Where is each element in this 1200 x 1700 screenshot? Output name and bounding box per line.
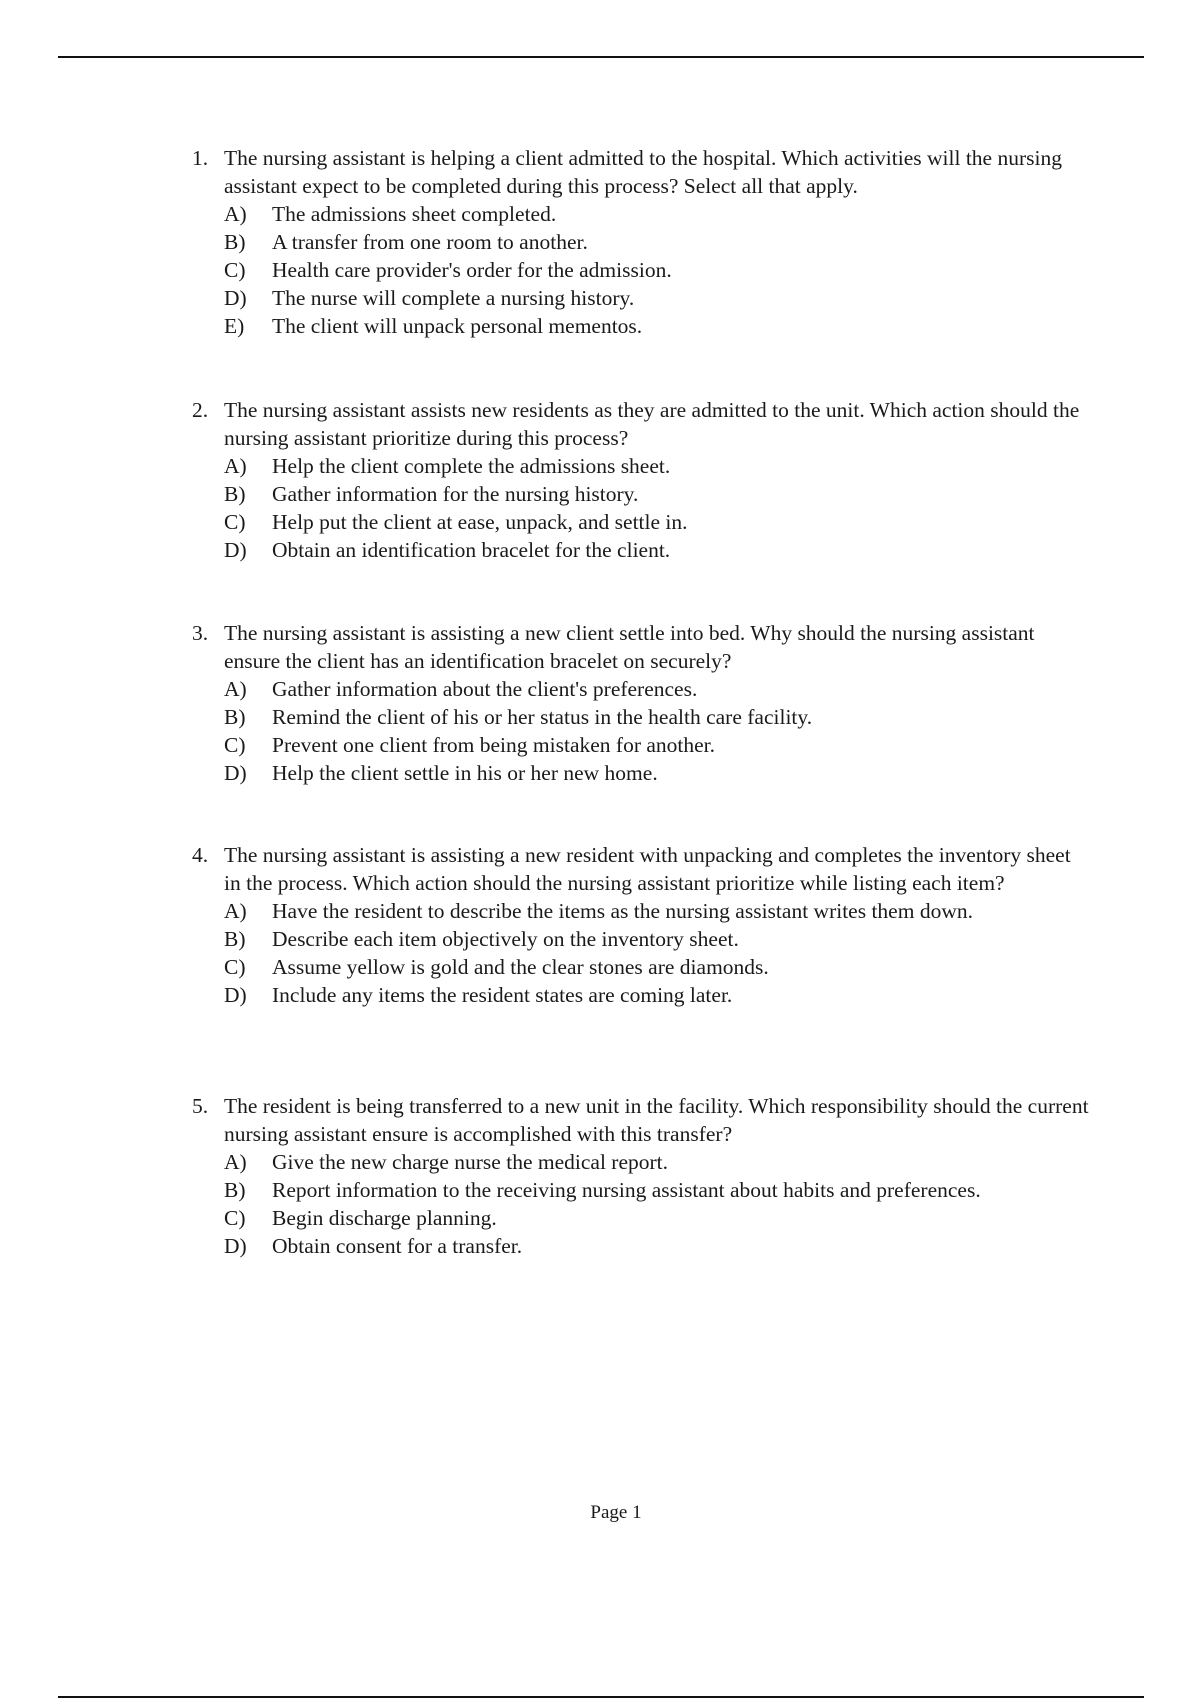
question-number: 3.: [192, 621, 209, 645]
option-letter: E): [224, 314, 245, 338]
option-text: Prevent one client from being mistaken for another.: [272, 733, 716, 757]
question-5: [192, 1092, 1092, 1260]
option-a: [224, 452, 1092, 480]
option-letter: B): [224, 1178, 246, 1202]
option-e: [224, 312, 1092, 340]
option-letter: C): [224, 510, 246, 534]
option-letter: B): [224, 482, 246, 506]
option-c: [224, 953, 1092, 981]
option-text: A transfer from one room to another.: [272, 230, 588, 254]
question-1: [192, 144, 1092, 340]
option-letter: C): [224, 955, 246, 979]
question-number: 2.: [192, 398, 209, 422]
option-c: [224, 256, 1092, 284]
option-c: [224, 731, 1092, 759]
question-stem: [192, 619, 1092, 675]
question-text: The nursing assistant is helping a client admitted to the hospital. Which activities will the nursing assistant expect to be completed during this process? Select all that apply.: [224, 146, 1062, 198]
option-letter: A): [224, 202, 247, 226]
option-letter: A): [224, 454, 247, 478]
option-a: [224, 897, 1092, 925]
option-list: [192, 1148, 1092, 1260]
top-rule: [58, 56, 1144, 58]
option-b: [224, 228, 1092, 256]
option-letter: B): [224, 230, 246, 254]
option-text: Give the new charge nurse the medical report.: [272, 1150, 668, 1174]
question-4: [192, 841, 1092, 1009]
question-2: [192, 396, 1092, 564]
option-text: Gather information for the nursing history.: [272, 482, 639, 506]
option-letter: A): [224, 899, 247, 923]
option-letter: D): [224, 538, 247, 562]
option-list: [192, 200, 1092, 340]
question-3: [192, 619, 1092, 787]
option-b: [224, 703, 1092, 731]
option-text: The admissions sheet completed.: [272, 202, 557, 226]
option-letter: D): [224, 983, 247, 1007]
option-d: [224, 759, 1092, 787]
option-letter: B): [224, 927, 246, 951]
question-number: 1.: [192, 146, 209, 170]
question-text: The nursing assistant is assisting a new resident with unpacking and completes the inventory sheet in the process. Which action should the nursing assistant prioritize while listing each item?: [224, 843, 1071, 895]
option-a: [224, 675, 1092, 703]
option-text: Help the client settle in his or her new home.: [272, 761, 658, 785]
option-text: Health care provider's order for the admission.: [272, 258, 672, 282]
option-text: Begin discharge planning.: [272, 1206, 497, 1230]
option-text: Obtain an identification bracelet for the client.: [272, 538, 671, 562]
option-letter: B): [224, 705, 246, 729]
question-number: 4.: [192, 843, 209, 867]
option-letter: D): [224, 1234, 247, 1258]
option-text: Gather information about the client's preferences.: [272, 677, 698, 701]
option-a: [224, 1148, 1092, 1176]
option-text: Describe each item objectively on the inventory sheet.: [272, 927, 739, 951]
option-a: [224, 200, 1092, 228]
option-list: [192, 452, 1092, 564]
question-stem: [192, 144, 1092, 200]
option-text: Remind the client of his or her status in the health care facility.: [272, 705, 813, 729]
page-number: Page 1: [590, 1502, 642, 1523]
option-list: [192, 675, 1092, 787]
option-text: Obtain consent for a transfer.: [272, 1234, 523, 1258]
option-text: Include any items the resident states are coming later.: [272, 983, 733, 1007]
option-d: [224, 981, 1092, 1009]
option-letter: A): [224, 1150, 247, 1174]
question-number: 5.: [192, 1094, 209, 1118]
option-d: [224, 536, 1092, 564]
option-text: The client will unpack personal mementos.: [272, 314, 643, 338]
option-letter: A): [224, 677, 247, 701]
question-stem: [192, 841, 1092, 897]
option-b: [224, 925, 1092, 953]
option-c: [224, 508, 1092, 536]
question-stem: [192, 396, 1092, 452]
option-letter: D): [224, 286, 247, 310]
option-text: Assume yellow is gold and the clear stones are diamonds.: [272, 955, 769, 979]
option-list: [192, 897, 1092, 1009]
option-b: [224, 480, 1092, 508]
option-c: [224, 1204, 1092, 1232]
option-letter: D): [224, 761, 247, 785]
option-text: Report information to the receiving nursing assistant about habits and preferences.: [272, 1178, 981, 1202]
question-text: The nursing assistant assists new residents as they are admitted to the unit. Which action should the nursing assistant prioritize during this process?: [224, 398, 1080, 450]
option-letter: C): [224, 1206, 246, 1230]
question-stem: [192, 1092, 1092, 1148]
option-letter: C): [224, 733, 246, 757]
option-b: [224, 1176, 1092, 1204]
question-text: The nursing assistant is assisting a new client settle into bed. Why should the nursing assistant ensure the client has an identification bracelet on securely?: [224, 621, 1035, 673]
bottom-rule: [58, 1696, 1144, 1698]
option-text: Help put the client at ease, unpack, and settle in.: [272, 510, 688, 534]
option-letter: C): [224, 258, 246, 282]
option-text: Help the client complete the admissions sheet.: [272, 454, 671, 478]
question-text: The resident is being transferred to a new unit in the facility. Which responsibility should the current nursing assistant ensure is accomplished with this transfer?: [224, 1094, 1089, 1146]
option-text: Have the resident to describe the items as the nursing assistant writes them down.: [272, 899, 973, 923]
option-d: [224, 284, 1092, 312]
option-d: [224, 1232, 1092, 1260]
option-text: The nurse will complete a nursing history.: [272, 286, 635, 310]
